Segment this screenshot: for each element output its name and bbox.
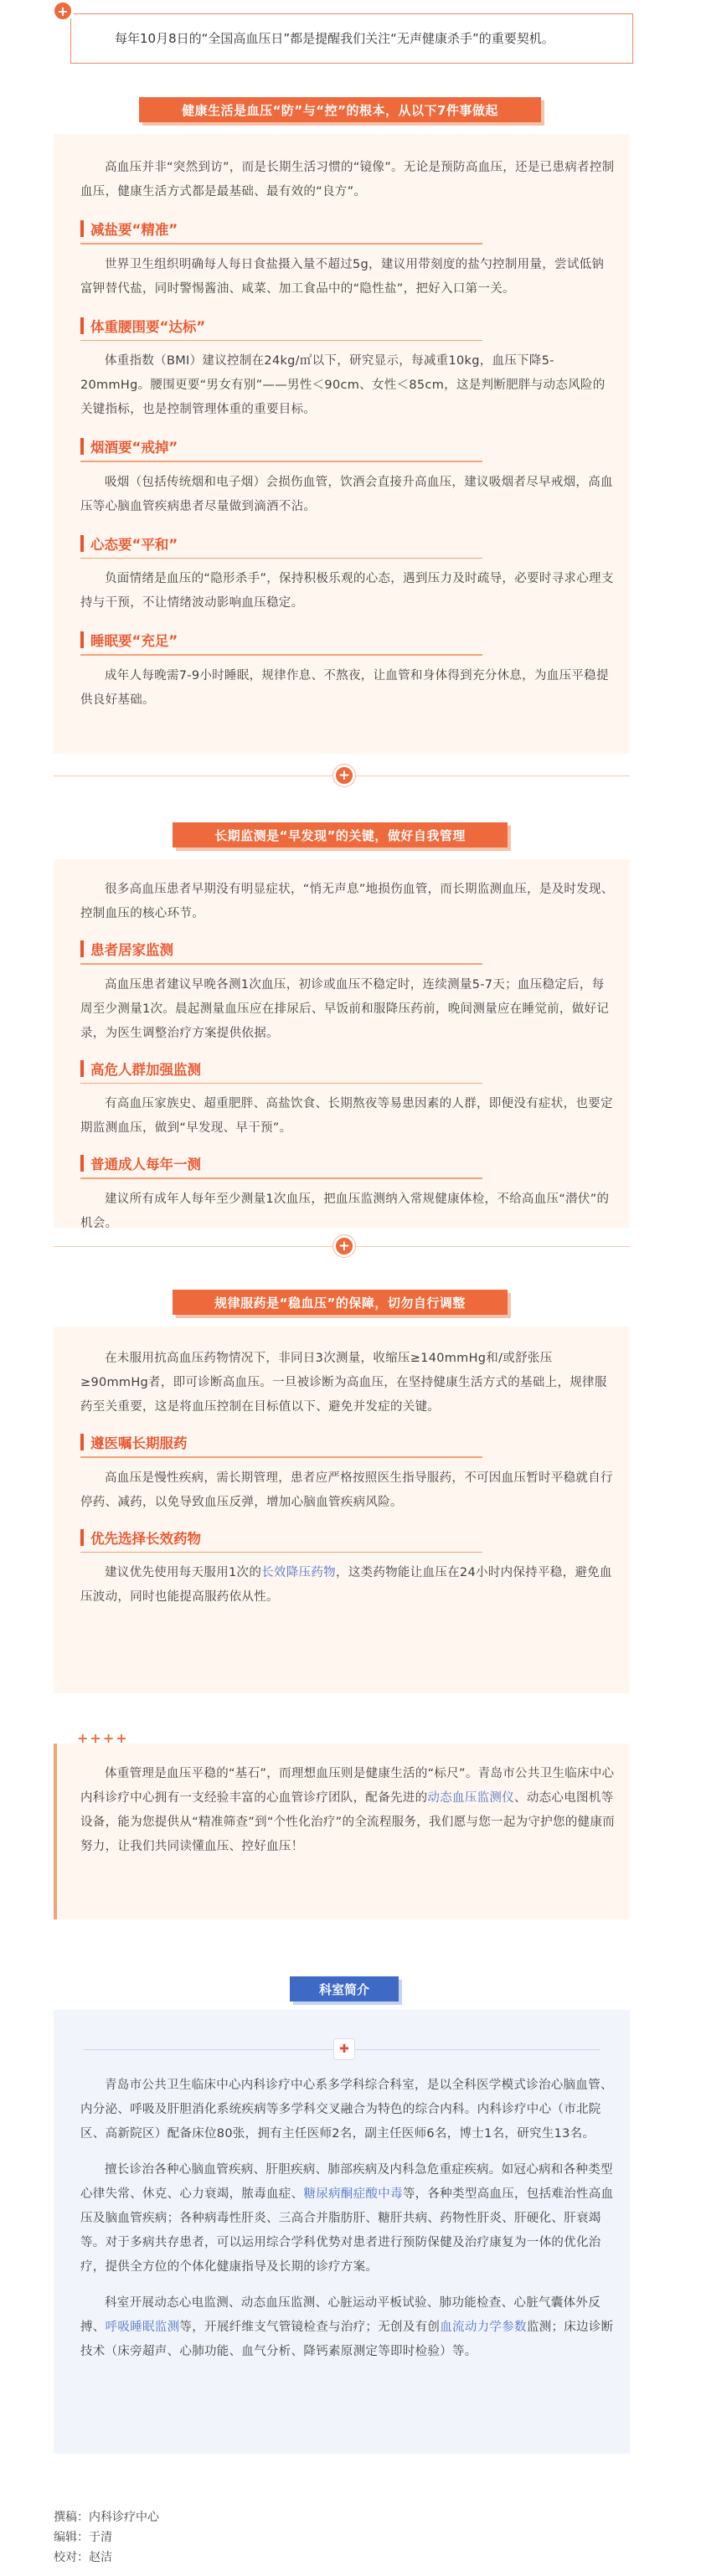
medical-kit-icon: ✚ xyxy=(333,2038,355,2060)
dept-p2: 擅长诊治各种心脑血管疾病、肝胆疾病、肺部疾病及内科急危重症疾病。如冠心病和各种类型心律失常、休克、心力衰竭，脓毒血症、糖尿病酮症酸中毒等，各种类型高血压，包括难治性高血压及脑血管疾病；各种病毒性肝炎、三高合并脂肪肝、糖肝共病、药物性肝炎、肝硬化、肝衰竭等。对于多病共存患者，可以运用综合学科优势对患者进行预防保健及治疗康复为一体的优化治疗，提供全方位的个体化健康指导及长期的诊疗方案。 xyxy=(80,2163,614,2274)
abpm-link[interactable]: 动态血压监测仪 xyxy=(427,1791,515,1805)
plus-icon: + xyxy=(333,765,355,786)
section1-item xyxy=(80,315,616,423)
section2-banner xyxy=(173,822,508,848)
section1-banner-text: 健康生活是血压“防”与“控”的根本，从以下7件事做起 xyxy=(182,102,498,118)
section2-item xyxy=(80,938,616,1046)
item-text: 体重指数（BMI）建议控制在24kg/㎡以下，研究显示，每减重10kg，血压下降5-20mmHg。腰围更要“男女有别”——男性＜90cm、女性＜85cm，这是判断肥胖与动态风险的关键指标，也是控制管理体重的重要目标。 xyxy=(80,354,606,416)
section2-banner-text: 长期监测是“早发现”的关键，做好自我管理 xyxy=(214,827,466,843)
section2-content xyxy=(80,878,616,1236)
dept-p1: 青岛市公共卫生临床中心内科诊疗中心系多学科综合科室，是以全科医学模式诊治心脑血管、内分泌、呼吸及肝胆消化系统疾病等多学科交叉融合为特色的综合内科。内科诊疗中心（市北院区、高新院区）配备床位80张，拥有主任医师2名，副主任医师6名，博士1名，研究生13名。 xyxy=(80,2079,613,2141)
sub-title: 烟酒要“戒掉” xyxy=(80,435,616,457)
item-text: 建议所有成年人每年至少测量1次血压，把血压监测纳入常规健康体检，不给高血压“潜伏”的机会。 xyxy=(80,1192,610,1230)
section1-item xyxy=(80,218,616,301)
item-text: 负面情绪是血压的“隐形杀手”，保持积极乐观的心态，遇到压力及时疏导，必要时寻求心理支持与干预，不让情绪波动影响血压稳定。 xyxy=(80,572,614,610)
sleep-monitor-link[interactable]: 呼吸睡眠监测 xyxy=(105,2321,180,2334)
section1-lead: 高血压并非“突然到访”，而是长期生活习惯的“镜像”。无论是预防高血压，还是已患病者控制血压，健康生活方式都是最基础、最有效的“良方”。 xyxy=(80,161,615,198)
section1-item xyxy=(80,533,616,616)
section3-item xyxy=(80,1431,616,1515)
dka-link[interactable]: 糖尿病酮症酸中毒 xyxy=(303,2187,403,2201)
footer-editor: 编辑：于清 xyxy=(54,2531,112,2544)
hemodynamic-link[interactable]: 血流动力学参数 xyxy=(440,2321,527,2334)
sub-title: 遵医嘱长期服药 xyxy=(80,1431,616,1453)
section2-item xyxy=(80,1058,616,1141)
footer-author: 撰稿：内科诊疗中心 xyxy=(54,2511,159,2524)
long-acting-drug-link[interactable]: 长效降压药物 xyxy=(261,1566,336,1579)
item-text: 有高血压家族史、超重肥胖、高盐饮食、长期熬夜等易患因素的人群，即便没有症状，也要定期监测血压，做到“早发现、早干预”。 xyxy=(80,1097,613,1135)
sub-title: 心态要“平和” xyxy=(80,533,616,554)
item-text: 吸烟（包括传统烟和电子烟）会损伤血管，饮酒会直接升高血压，建议吸烟者尽早戒烟，高血压等心脑血管疾病患者尽量做到滴酒不沾。 xyxy=(80,475,613,513)
item-text: 高血压是慢性疾病，需长期管理，患者应严格按照医生指导服药，不可因血压暂时平稳就自行停药、减药，以免导致血压反弹，增加心脑血管疾病风险。 xyxy=(80,1471,613,1509)
summary-text: 体重管理是血压平稳的“基石”，而理想血压则是健康生活的“标尺”。青岛市公共卫生临床中心内科诊疗中心拥有一支经验丰富的心血管诊疗团队，配备先进的动态血压监测仪、动态心电图机等设备，能为您提供从“精准筛查”到“个性化治疗”的全流程服务，我们愿与您一起为守护您的健康而努力，让我们共同读懂血压、控好血压！ xyxy=(80,1767,616,1853)
dept-content xyxy=(80,2074,616,2364)
dept-p3: 科室开展动态心电监测、动态血压监测、心脏运动平板试验、肺功能检查、心脏气囊体外反搏、呼吸睡眠监测等，开展纤维支气管镜检查与治疗；无创及有创血流动力学参数监测；床边诊断技术（床旁超声、心肺功能、血气分析、降钙素原测定等即时检验）等。 xyxy=(80,2296,614,2358)
section2-item xyxy=(80,1152,616,1236)
sub-title: 患者居家监测 xyxy=(80,938,616,960)
section2-lead: 很多高血压患者早期没有明显症状，“悄无声息”地损伤血管，而长期监测血压，是及时发现、控制血压的核心环节。 xyxy=(80,883,614,920)
section3-content xyxy=(80,1347,616,1610)
dept-banner xyxy=(290,1976,399,2002)
section1-item xyxy=(80,629,616,713)
section3-banner xyxy=(173,1290,508,1315)
sub-title: 减盐要“精准” xyxy=(80,218,616,240)
intro-box xyxy=(70,13,633,64)
plus-icon: + xyxy=(333,1235,355,1257)
plus-icon: + xyxy=(52,0,74,22)
section3-banner-text: 规律服药是“稳血压”的保障，切勿自行调整 xyxy=(214,1295,466,1311)
sub-title: 睡眠要“充足” xyxy=(80,629,616,651)
item-text: 世界卫生组织明确每人每日食盐摄入量不超过5g，建议用带刻度的盐勺控制用量，尝试低钠富钾替代盐，同时警惕酱油、咸菜、加工食品中的“隐性盐”，把好入口第一关。 xyxy=(80,257,605,296)
deco-plus: ++++ xyxy=(77,1730,129,1746)
item-text: 建议优先使用每天服用1次的长效降压药物，这类药物能让血压在24小时内保持平稳，避免血压波动，同时也能提高服药依从性。 xyxy=(80,1566,612,1604)
footer-proof: 校对：赵洁 xyxy=(54,2551,112,2564)
intro-text: 每年10月8日的“全国高血压日”都是提醒我们关注“无声健康杀手”的重要契机。 xyxy=(115,31,554,46)
section3-item xyxy=(80,1527,616,1610)
section1-content xyxy=(80,156,616,713)
summary-content xyxy=(80,1762,616,1859)
sub-title: 高危人群加强监测 xyxy=(80,1058,616,1079)
item-text: 成年人每晚需7-9小时睡眠，规律作息、不熬夜，让血管和身体得到充分休息，为血压平稳提供良好基础。 xyxy=(80,668,609,707)
sub-title: 体重腰围要“达标” xyxy=(80,315,616,337)
dept-banner-text: 科室简介 xyxy=(318,1981,369,1997)
section1-banner xyxy=(139,97,541,122)
summary-accent-bar xyxy=(54,1744,57,1919)
footer xyxy=(54,2507,389,2568)
sub-title: 优先选择长效药物 xyxy=(80,1527,616,1548)
sub-title: 普通成人每年一测 xyxy=(80,1152,616,1174)
section1-item xyxy=(80,435,616,519)
section3-lead: 在未服用抗高血压药物情况下，非同日3次测量，收缩压≥140mmHg和/或舒张压≥90mmHg者，即可诊断高血压。一旦被诊断为高血压，在坚持健康生活方式的基础上，规律服药至关重要，这是将血压控制在目标值以下、避免并发症的关键。 xyxy=(80,1352,607,1414)
item-text: 高血压患者建议早晚各测1次血压，初诊或血压不稳定时，连续测量5-7天；血压稳定后，每周至少测量1次。晨起测量血压应在排尿后、早饭前和服降压药前，晚间测量应在睡觉前，做好记录，为医生调整治疗方案提供依据。 xyxy=(80,977,610,1040)
